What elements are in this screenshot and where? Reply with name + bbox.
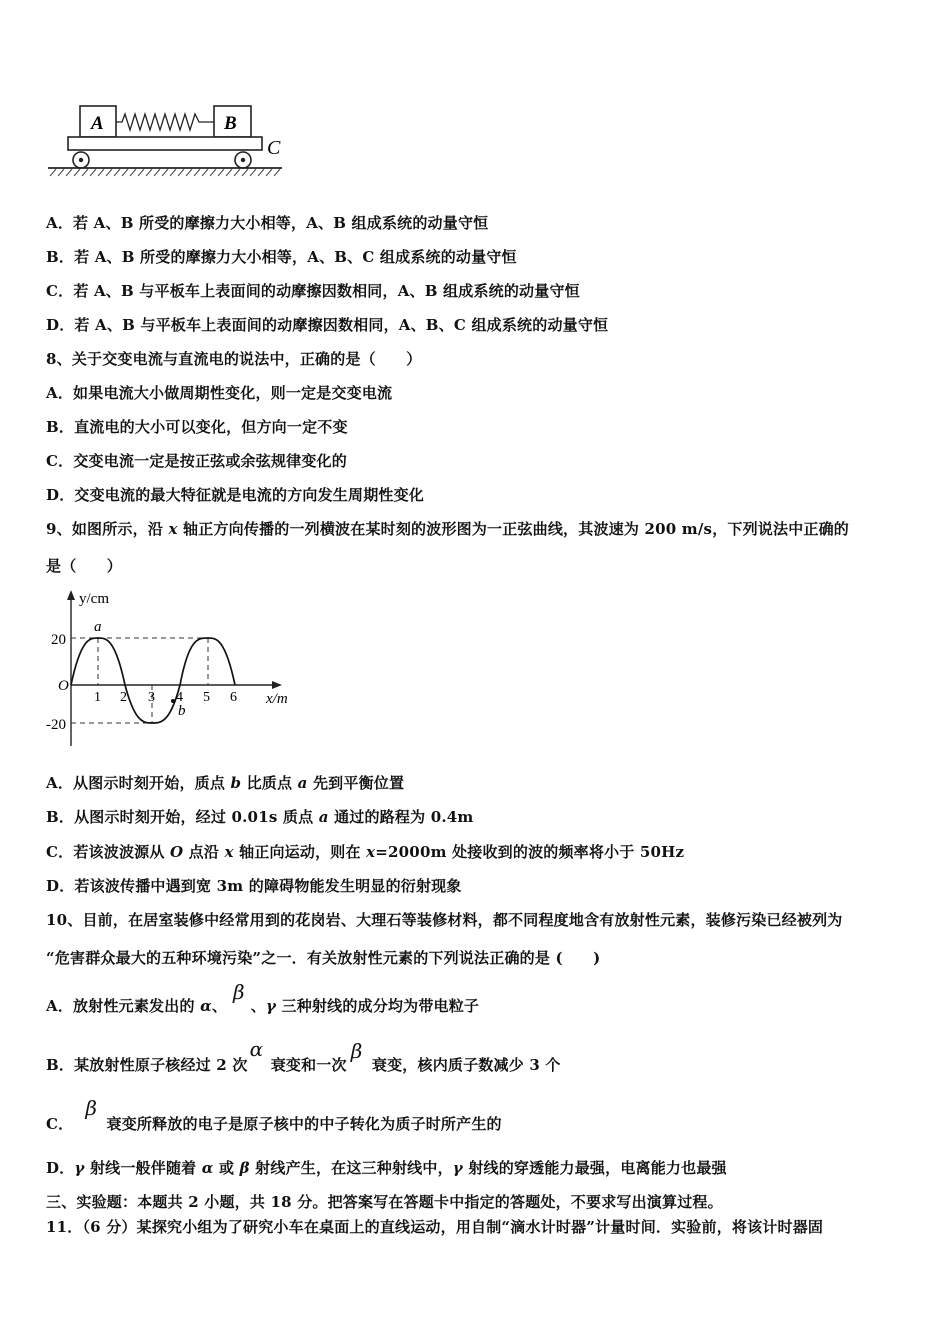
q10-stem-line1: 10、目前，在居室装修中经常用到的花岗岩、大理石等装修材料，都不同程度地含有放射性元素，装修污染已经被列为	[46, 911, 843, 929]
point-b-label: b	[178, 703, 186, 719]
q9-stem: 9、如图所示，沿 x 轴正方向传播的一列横波在某时刻的波形图为一正弦曲线，其波速为 200 m/s，下列说法中正确的	[46, 520, 850, 538]
x-axis-label: x/m	[266, 691, 288, 707]
beta-symbol: β	[233, 980, 245, 1004]
block-a-label: A	[91, 113, 104, 134]
q8-stem: 8、关于交变电流与直流电的说法中，正确的是（ ）	[46, 350, 422, 368]
q7-option-d: D．若 A、B 与平板车上表面间的动摩擦因数相同，A、B、C 组成系统的动量守恒	[46, 316, 609, 334]
x-tick-4: 4	[176, 690, 183, 705]
q8-option-d: D．交变电流的最大特征就是电流的方向发生周期性变化	[46, 486, 425, 504]
alpha-symbol: α	[249, 1037, 264, 1061]
wave-graph	[44, 586, 304, 752]
beta-symbol: β	[350, 1039, 363, 1063]
y-tick-20: 20	[51, 632, 66, 648]
x-tick-1: 1	[94, 690, 101, 705]
q10-option-a: A．放射性元素发出的 α、β、γ 三种射线的成分均为带电粒子	[46, 980, 480, 1015]
q7-option-b: B．若 A、B 所受的摩擦力大小相等，A、B、C 组成系统的动量守恒	[46, 248, 517, 266]
q8-option-a: A．如果电流大小做周期性变化，则一定是交变电流	[46, 384, 393, 402]
origin-label: O	[58, 678, 69, 694]
q9-option-b: B．从图示时刻开始，经过 0.01s 质点 a 通过的路程为 0.4m	[46, 808, 474, 826]
y-axis-arrow	[67, 590, 75, 600]
section-3-heading: 三、实验题：本题共 2 小题，共 18 分。把答案写在答题卡中指定的答题处，不要求写出演算过程。	[46, 1193, 723, 1211]
q9-stem-line2: 是（ ）	[46, 557, 123, 575]
cart-label-c: C	[267, 137, 281, 159]
q11-stem: 11．（6 分）某探究小组为了研究小车在桌面上的直线运动，用自制“滴水计时器”计量时间．实验前，将该计时器固	[46, 1218, 824, 1236]
q10-option-b: B．某放射性原子核经过 2 次α 衰变和一次β 衰变，核内质子数减少 3 个	[46, 1037, 561, 1074]
y-tick-neg20: -20	[46, 717, 66, 733]
flat-cart	[68, 137, 262, 150]
cart-spring-figure	[44, 96, 294, 182]
y-axis-label: y/cm	[79, 591, 109, 607]
point-a-label: a	[94, 619, 102, 635]
x-tick-2: 2	[120, 690, 127, 705]
q9-option-a: A．从图示时刻开始，质点 b 比质点 a 先到平衡位置	[46, 774, 405, 792]
block-b-label: B	[224, 113, 237, 134]
q8-option-c: C．交变电流一定是按正弦或余弦规律变化的	[46, 452, 347, 470]
q9-option-c: C．若该波波源从 O 点沿 x 轴正向运动，则在 x=2000m 处接收到的波的频率将小于 50Hz	[46, 843, 685, 861]
q7-option-c: C．若 A、B 与平板车上表面间的动摩擦因数相同，A、B 组成系统的动量守恒	[46, 282, 580, 300]
x-tick-6: 6	[230, 690, 237, 705]
beta-symbol: β	[85, 1096, 98, 1120]
q10-option-d: D．γ 射线一般伴随着 α 或 β 射线产生，在这三种射线中，γ 射线的穿透能力最强，电离能力也最强	[46, 1159, 727, 1177]
q10-option-c: C．β 衰变所释放的电子是原子核中的中子转化为质子时所产生的	[46, 1096, 502, 1133]
q9-option-d: D．若该波传播中遇到宽 3m 的障碍物能发生明显的衍射现象	[46, 877, 462, 895]
x-tick-5: 5	[203, 690, 210, 705]
x-axis-arrow	[272, 681, 282, 689]
q10-stem-line2: “危害群众最大的五种环境污染”之一．有关放射性元素的下列说法正确的是 ( )	[46, 949, 601, 967]
sine-wave-curve	[71, 638, 235, 723]
x-tick-3: 3	[148, 690, 155, 705]
q7-option-a: A．若 A、B 所受的摩擦力大小相等，A、B 组成系统的动量守恒	[46, 214, 489, 232]
point-b	[171, 699, 175, 703]
q8-option-b: B．直流电的大小可以变化，但方向一定不变	[46, 418, 348, 436]
spring	[116, 114, 214, 130]
